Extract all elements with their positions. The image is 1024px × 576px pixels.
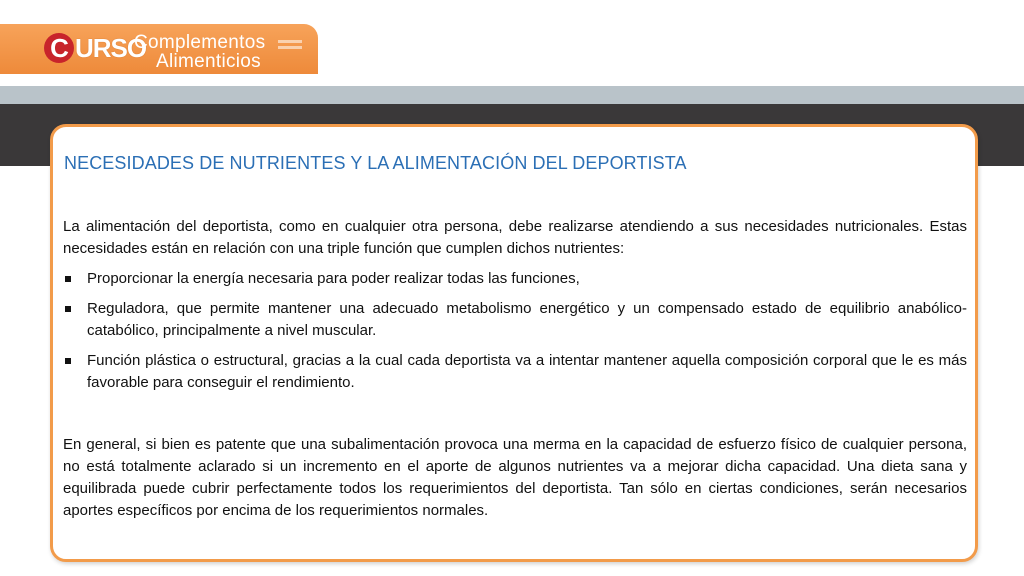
function-list xyxy=(63,268,967,402)
list-item xyxy=(63,298,967,342)
course-title-line1: Complementos xyxy=(134,32,266,53)
list-item xyxy=(63,350,967,394)
list-item xyxy=(63,268,967,290)
course-title xyxy=(134,33,284,71)
square-bullet-icon xyxy=(65,276,71,282)
course-title-line2: Alimenticios xyxy=(156,51,261,72)
list-item-text: Reguladora, que permite mantener una adecuado metabolismo energético y un compensado estado de equilibrio anabólico-catabólico, principalmente a nivel muscular. xyxy=(87,300,967,339)
closing-paragraph: En general, si bien es patente que una subalimentación provoca una merma en la capacidad de esfuerzo físico de cualquier persona, no está totalmente aclarado si un incremento en el aporte de algunos nutrientes va a mejorar dicha capacidad. Una dieta sana y equilibrada puede cubrir perfectamente todos los requerimientos del deportista. Tan sólo en ciertas condiciones, serán necesarios aportes específicos por encima de los requerimientos normales. xyxy=(63,436,967,519)
list-item-text: Proporcionar la energía necesaria para poder realizar todas las funciones, xyxy=(87,270,580,287)
slide-title: NECESIDADES DE NUTRIENTES Y LA ALIMENTACIÓN DEL DEPORTISTA xyxy=(64,153,687,173)
grey-band xyxy=(0,86,1024,104)
intro-paragraph: La alimentación del deportista, como en cualquier otra persona, debe realizarse atendiendo a sus necesidades nutricionales. Estas necesidades están en relación con una triple función que cumplen dichos nutrientes: xyxy=(63,218,967,257)
list-item-text: Función plástica o estructural, gracias a la cual cada deportista va a intentar mantener aquella composición corporal que le es más favorable para conseguir el rendimiento. xyxy=(87,352,967,391)
square-bullet-icon xyxy=(65,306,71,312)
logo-text: URSO xyxy=(75,33,147,63)
square-bullet-icon xyxy=(65,358,71,364)
logo-c-circle-icon: C xyxy=(44,33,74,63)
curso-logo xyxy=(44,30,146,66)
decorative-lines-icon xyxy=(278,40,302,56)
